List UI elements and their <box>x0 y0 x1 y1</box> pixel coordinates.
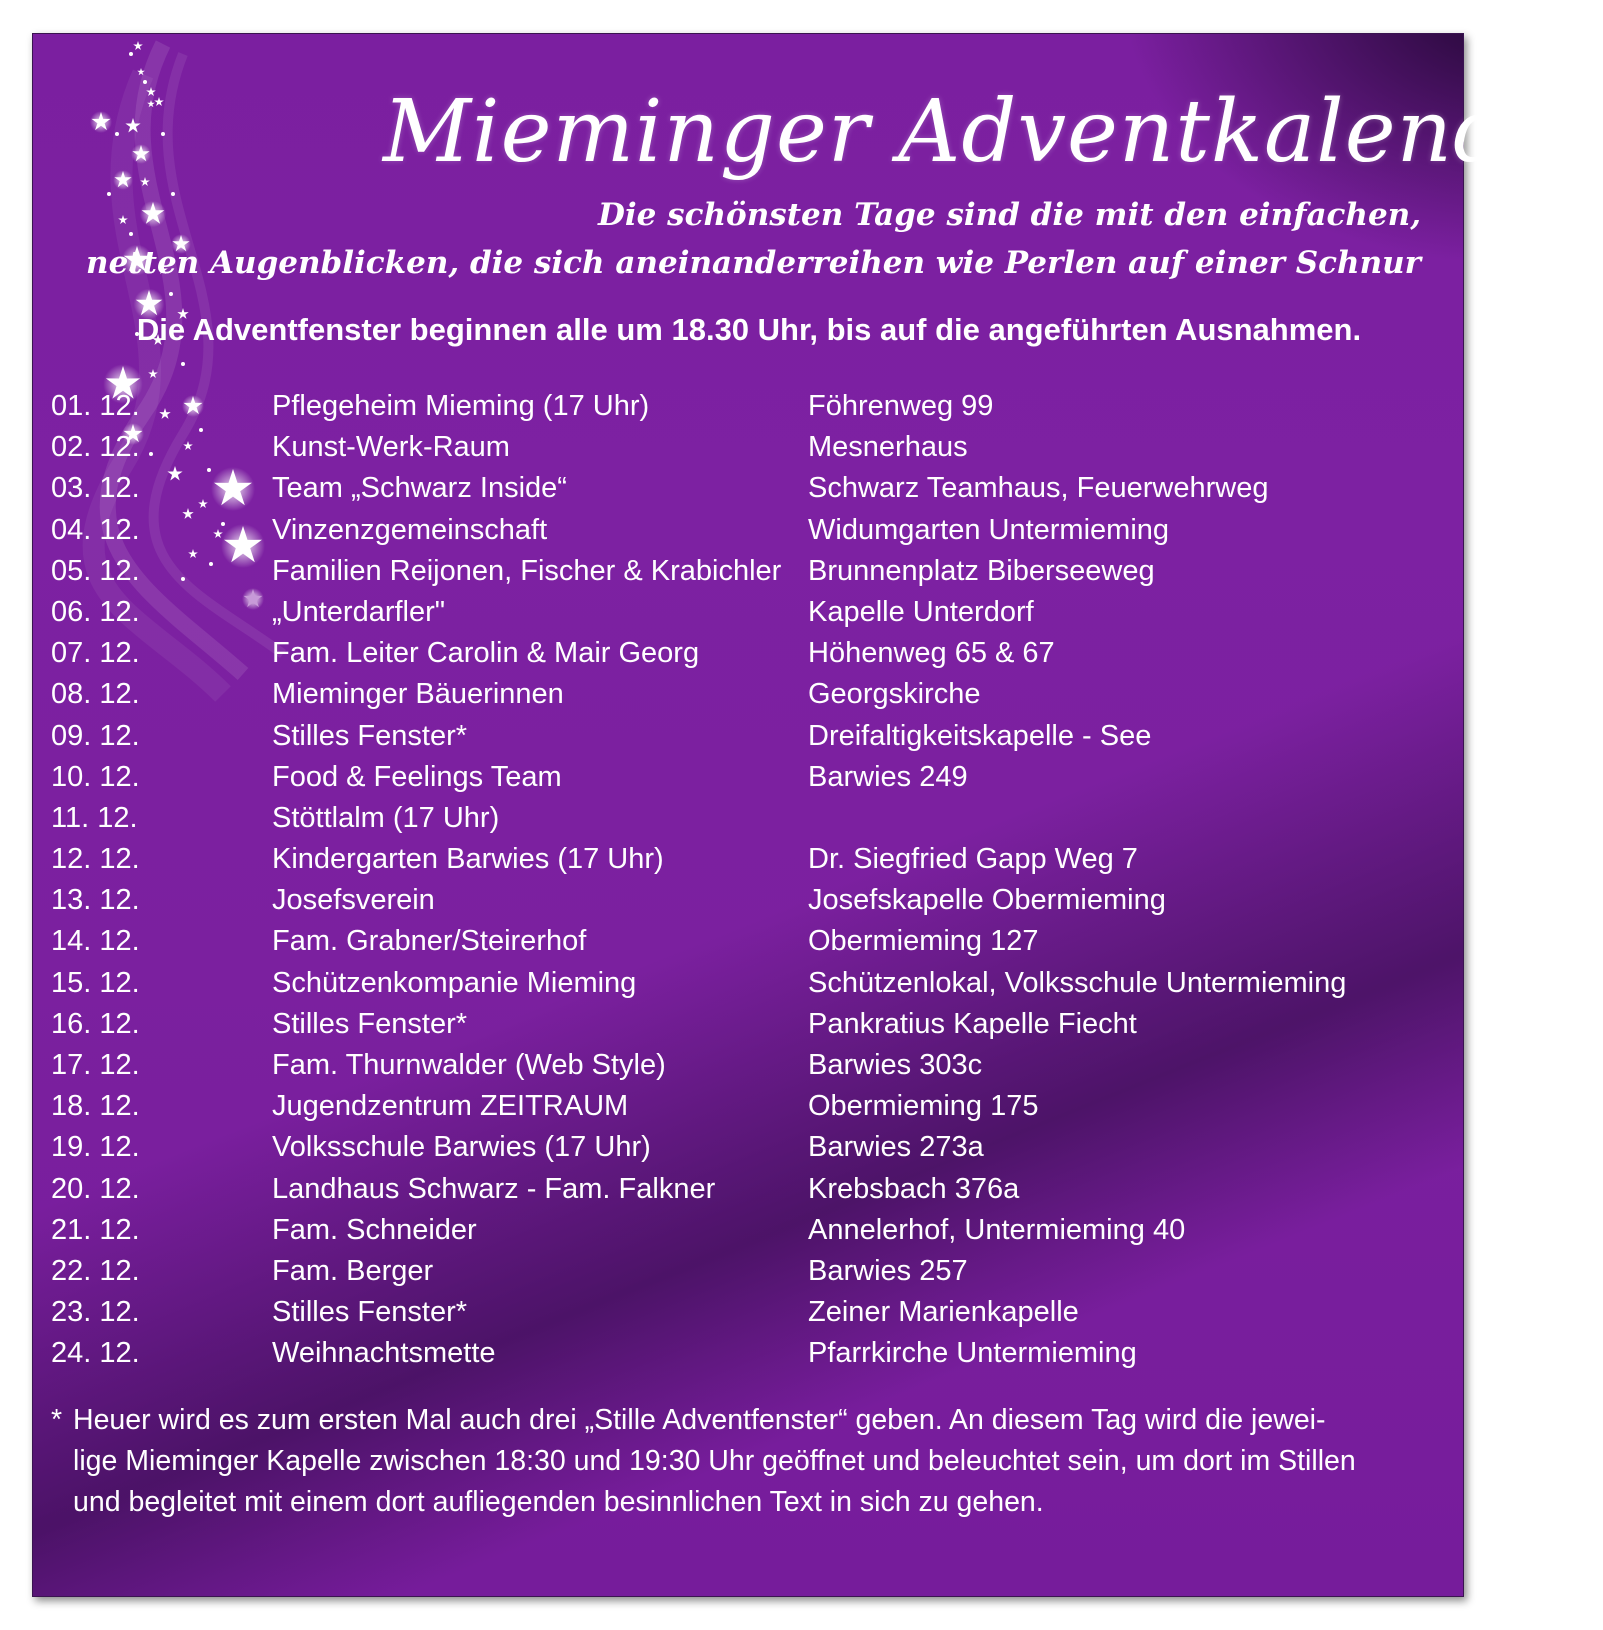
table-row <box>51 427 1451 468</box>
row-date: 10. 12. <box>51 760 140 793</box>
table-row <box>51 1086 1451 1127</box>
tagline-line-2: netten Augenblicken, die sich aneinanderreihen wie Perlen auf einer Schnur <box>86 245 1421 281</box>
table-row <box>51 592 1451 633</box>
row-host: Fam. Thurnwalder (Web Style) <box>272 1049 666 1081</box>
table-row <box>51 633 1451 674</box>
row-date: 20. 12. <box>51 1172 140 1205</box>
row-date: 01. 12. <box>51 390 140 422</box>
table-row <box>51 963 1451 1004</box>
row-location: Georgskirche <box>808 678 981 711</box>
row-host: Familien Reijonen, Fischer & Krabichler <box>272 554 782 587</box>
row-host: Team „Schwarz Inside“ <box>272 472 567 505</box>
footnote-asterisk: * <box>51 1404 63 1436</box>
row-date: 09. 12. <box>51 719 140 752</box>
star-icon <box>154 97 164 106</box>
row-location: Barwies 257 <box>808 1254 968 1287</box>
row-date: 03. 12. <box>51 472 140 505</box>
row-location: Krebsbach 376a <box>808 1172 1020 1205</box>
row-host: Jugendzentrum ZEITRAUM <box>272 1090 629 1123</box>
footnote-line-1: Heuer wird es zum ersten Mal auch drei „Stille Adventfenster“ geben. An diesem Tag wird die jewei- <box>73 1404 1326 1436</box>
row-location: Barwies 273a <box>808 1131 984 1164</box>
row-location: Zeiner Marienkapelle <box>808 1296 1079 1329</box>
row-date: 05. 12. <box>51 554 140 587</box>
row-location: Föhrenweg 99 <box>808 390 994 422</box>
row-date: 21. 12. <box>51 1213 140 1246</box>
row-location: Dreifaltigkeitskapelle - See <box>808 719 1152 752</box>
row-date: 07. 12. <box>51 637 140 670</box>
star-icon <box>133 41 143 50</box>
row-date: 12. 12. <box>51 843 140 876</box>
row-host: Pflegeheim Mieming (17 Uhr) <box>272 390 650 422</box>
row-date: 06. 12. <box>51 595 140 628</box>
row-location: Dr. Siegfried Gapp Weg 7 <box>808 843 1138 876</box>
row-location: Barwies 249 <box>808 760 968 793</box>
row-date: 13. 12. <box>51 884 140 917</box>
table-row <box>51 839 1451 880</box>
row-date: 08. 12. <box>51 678 140 711</box>
row-host: Fam. Schneider <box>272 1213 477 1246</box>
row-location: Obermieming 175 <box>808 1090 1039 1123</box>
tagline-line-1: Die schönsten Tage sind die mit den einfachen, <box>597 197 1421 233</box>
row-host: Josefsverein <box>272 884 435 917</box>
row-location: Kapelle Unterdorf <box>808 595 1034 628</box>
footnote-line-2: lige Mieminger Kapelle zwischen 18:30 und 19:30 Uhr geöffnet und beleuchtet sein, um dort im Stillen <box>73 1445 1356 1477</box>
table-row <box>51 1333 1451 1374</box>
table-row <box>51 551 1451 592</box>
row-date: 04. 12. <box>51 513 140 546</box>
row-location: Josefskapelle Obermieming <box>808 884 1166 917</box>
table-row <box>51 1210 1451 1251</box>
table-row <box>51 1169 1451 1210</box>
row-host: Fam. Leiter Carolin & Mair Georg <box>272 637 700 670</box>
advent-calendar-card <box>32 33 1603 1597</box>
row-host: Stilles Fenster* <box>272 1007 468 1040</box>
row-location: Annelerhof, Untermieming 40 <box>808 1213 1186 1246</box>
table-row <box>51 510 1451 551</box>
row-host: Volksschule Barwies (17 Uhr) <box>272 1131 651 1164</box>
row-host: Mieminger Bäuerinnen <box>272 678 564 711</box>
table-row <box>51 798 1451 839</box>
intro-text: Die Adventfenster beginnen alle um 18.30 Uhr, bis auf die angeführten Ausnahmen. <box>136 312 1362 347</box>
row-date: 16. 12. <box>51 1007 140 1040</box>
table-row <box>51 1127 1451 1168</box>
row-host: Schützenkompanie Mieming <box>272 966 637 999</box>
row-date: 15. 12. <box>51 966 140 999</box>
row-date: 22. 12. <box>51 1254 140 1287</box>
row-location: Brunnenplatz Biberseeweg <box>808 554 1155 587</box>
table-row <box>51 468 1451 509</box>
footnote <box>51 1400 1451 1523</box>
row-location: Widumgarten Untermieming <box>808 513 1170 546</box>
schedule-table <box>51 386 1451 1375</box>
row-host: Weihnachtsmette <box>272 1337 496 1370</box>
row-host: Stilles Fenster* <box>272 1296 468 1329</box>
row-location: Schützenlokal, Volksschule Untermieming <box>808 966 1347 999</box>
row-date: 23. 12. <box>51 1296 140 1329</box>
row-host: Vinzenzgemeinschaft <box>272 513 548 546</box>
row-location: Mesnerhaus <box>808 431 968 464</box>
row-location: Schwarz Teamhaus, Feuerwehrweg <box>808 472 1269 505</box>
row-location: Obermieming 127 <box>808 925 1039 958</box>
table-row <box>51 674 1451 715</box>
row-host: Fam. Grabner/Steirerhof <box>272 925 587 958</box>
row-location: Pfarrkirche Untermieming <box>808 1337 1137 1370</box>
row-date: 17. 12. <box>51 1049 140 1081</box>
row-date: 19. 12. <box>51 1131 140 1164</box>
table-row <box>51 386 1451 427</box>
table-row <box>51 1251 1451 1292</box>
row-location: Pankratius Kapelle Fiecht <box>808 1007 1137 1040</box>
table-row <box>51 880 1451 921</box>
row-host: Kindergarten Barwies (17 Uhr) <box>272 843 664 876</box>
row-host: Fam. Berger <box>272 1254 434 1287</box>
row-host: Landhaus Schwarz - Fam. Falkner <box>272 1172 716 1205</box>
table-row <box>51 921 1451 962</box>
row-date: 11. 12. <box>51 801 138 834</box>
page-title: Mieminger Adventkalender <box>383 82 1603 182</box>
row-host: Kunst-Werk-Raum <box>272 431 510 464</box>
table-row <box>51 716 1451 757</box>
row-host: Food & Feelings Team <box>272 760 562 793</box>
row-location: Höhenweg 65 & 67 <box>808 637 1055 670</box>
table-row <box>51 1045 1451 1086</box>
row-date: 24. 12. <box>51 1337 140 1370</box>
row-date: 14. 12. <box>51 925 140 958</box>
table-row <box>51 1004 1451 1045</box>
table-row <box>51 1292 1451 1333</box>
table-row <box>51 757 1451 798</box>
row-location: Barwies 303c <box>808 1049 983 1081</box>
footnote-line-3: und begleitet mit einem dort aufliegenden besinnlichen Text in sich zu gehen. <box>73 1486 1044 1518</box>
row-date: 02. 12. <box>51 431 140 464</box>
row-host: Stilles Fenster* <box>272 719 468 752</box>
row-host: „Unterdarfler" <box>272 595 446 628</box>
row-date: 18. 12. <box>51 1090 140 1123</box>
row-host: Stöttlalm (17 Uhr) <box>272 801 500 834</box>
